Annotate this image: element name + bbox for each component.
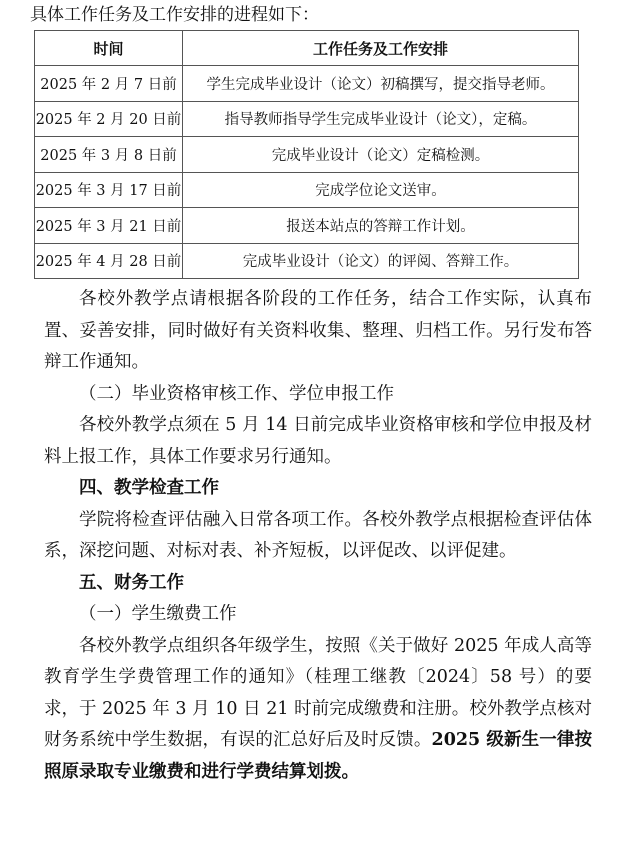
heading-teaching-inspection: 四、教学检查工作 — [79, 478, 219, 498]
intro-line: 具体工作任务及工作安排的进程如下： — [30, 5, 319, 25]
row-task: 完成毕业设计（论文）定稿检测。 — [183, 137, 579, 173]
header-task: 工作任务及工作安排 — [183, 31, 579, 66]
paragraph-graduation-review: 各校外教学点须在 5 月 14 日前完成毕业资格审核和学位申报及材料上报工作，具体工作要求另行通知。 — [44, 415, 592, 467]
header-time: 时间 — [35, 31, 183, 66]
row-time: 2025 年 3 月 21 日前 — [35, 208, 183, 244]
subheading-student-fees: （一）学生缴费工作 — [79, 604, 237, 624]
paragraph-arrangement: 各校外教学点请根据各阶段的工作任务，结合工作实际，认真布置、妥善安排，同时做好有关资料收集、整理、归档工作。另行发布答辩工作通知。 — [44, 289, 592, 372]
row-task: 完成学位论文送审。 — [183, 172, 579, 208]
row-task: 指导教师指导学生完成毕业设计（论文），定稿。 — [183, 101, 579, 137]
row-task: 完成毕业设计（论文）的评阅、答辩工作。 — [183, 243, 579, 279]
table-header-row — [35, 31, 579, 66]
row-time: 2025 年 3 月 17 日前 — [35, 172, 183, 208]
heading-finance: 五、财务工作 — [79, 572, 184, 593]
table-row — [35, 243, 579, 279]
row-time: 2025 年 3 月 8 日前 — [35, 137, 183, 173]
table-row — [35, 66, 579, 102]
body-text — [44, 284, 592, 788]
row-task: 学生完成毕业设计（论文）初稿撰写，提交指导老师。 — [183, 66, 579, 102]
paragraph-teaching-inspection: 学院将检查评估融入日常各项工作。各校外教学点根据检查评估体系，深挖问题、对标对表、补齐短板，以评促改、以评促建。 — [44, 509, 592, 561]
paragraph-student-fees — [44, 631, 592, 789]
row-time: 2025 年 2 月 7 日前 — [35, 66, 183, 102]
row-time: 2025 年 4 月 28 日前 — [35, 243, 183, 279]
table-row — [35, 172, 579, 208]
table-row — [35, 101, 579, 137]
subheading-graduation-review: （二）毕业资格审核工作、学位申报工作 — [79, 383, 394, 404]
row-time: 2025 年 2 月 20 日前 — [35, 101, 183, 137]
paragraph-student-fees-text: 各校外教学点组织各年级学生，按照《关于做好 2025 年成人高等教育学生学费管理工作的通知》（桂理工继教〔2024〕58 号）的要求，于 2025 年 3 月 10 日 21 时前完成缴费和注册。校外教学点核对财务系统中学生数据，有误的汇总好后及时反馈。 — [44, 635, 592, 750]
paragraph-student-fees-bold: 2025 级新生一律按照原录取专业缴费和进行学费结算划拨。 — [44, 730, 592, 782]
table-row — [35, 208, 579, 244]
row-task: 报送本站点的答辩工作计划。 — [183, 208, 579, 244]
table-row — [35, 137, 579, 173]
schedule-table — [34, 30, 579, 279]
